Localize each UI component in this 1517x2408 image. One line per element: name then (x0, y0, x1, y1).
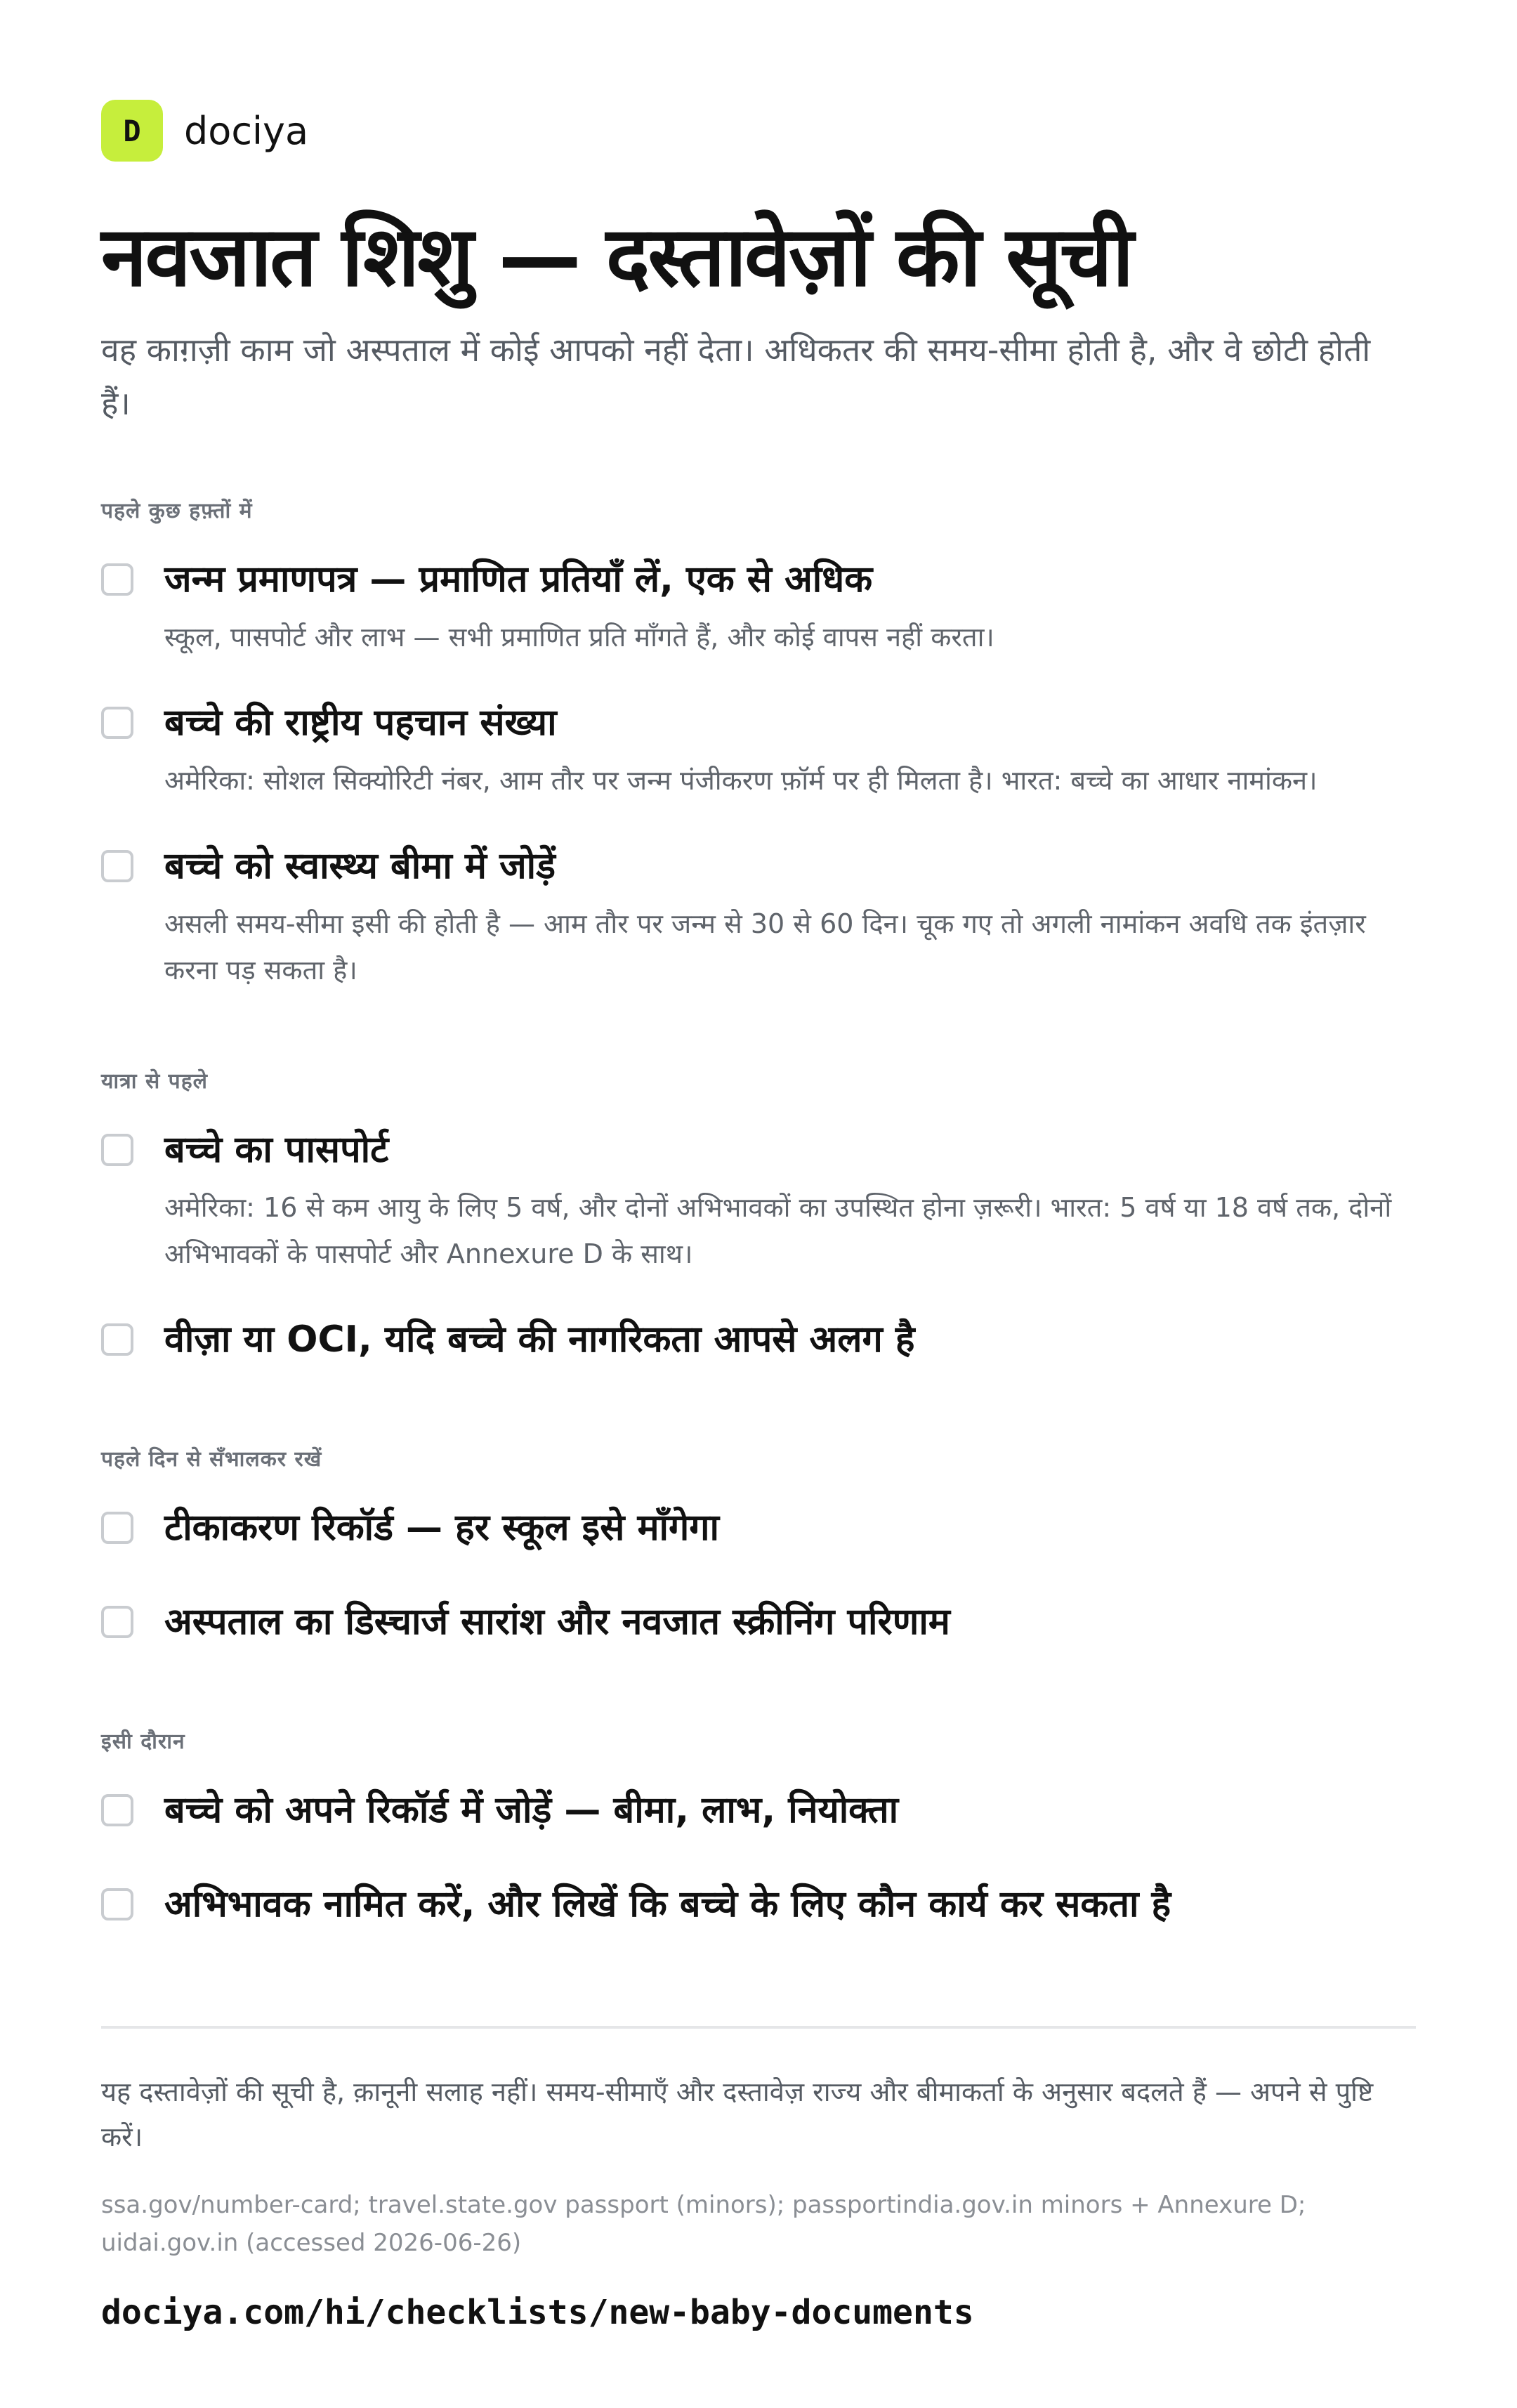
checkbox[interactable] (101, 1794, 133, 1826)
item-title: टीकाकरण रिकॉर्ड — हर स्कूल इसे माँगेगा (164, 1507, 720, 1549)
sources-text: ssa.gov/number-card; travel.state.gov passport (minors); passportindia.gov.in minors + Annexure D; uidai.gov.in (accessed 2026-06-26) (101, 2191, 1306, 2257)
section-first-weeks (101, 496, 1416, 993)
checklist (101, 1779, 1416, 1936)
checklist-item-guardian (101, 1873, 1416, 1936)
page-title: नवजात शिशु — दस्तावेज़ों की सूची (101, 208, 1132, 305)
intro-text: वह काग़ज़ी काम जो अस्पताल में कोई आपको नहीं देता। अधिकतर की समय-सीमा होती है, और वे छोटी होती हैं। (101, 331, 1371, 422)
checkbox[interactable] (101, 707, 133, 739)
item-title: वीज़ा या OCI, यदि बच्चे की नागरिकता आपसे अलग है (164, 1318, 915, 1361)
checkbox[interactable] (101, 1512, 133, 1544)
item-title: जन्म प्रमाणपत्र — प्रमाणित प्रतियाँ लें, एक से अधिक (164, 558, 873, 601)
brand-name[interactable]: dociya (184, 108, 309, 153)
item-title: बच्चे को स्वास्थ्य बीमा में जोड़ें (164, 845, 556, 887)
checklist-item-visa-oci (101, 1308, 1416, 1371)
checklist-item-add-to-records (101, 1779, 1416, 1842)
checkbox[interactable] (101, 850, 133, 882)
section-keep-from-day-one (101, 1444, 1416, 1654)
checklist (101, 548, 1416, 993)
checklist (101, 1496, 1416, 1654)
section-label: पहले दिन से सँभालकर रखें (101, 1447, 322, 1472)
checkbox[interactable] (101, 563, 133, 596)
item-title: अस्पताल का डिस्चार्ज सारांश और नवजात स्क्रीनिंग परिणाम (164, 1601, 950, 1643)
checkbox[interactable] (101, 1888, 133, 1920)
checklist-item-passport (101, 1118, 1416, 1277)
checklist (101, 1118, 1416, 1371)
checkbox[interactable] (101, 1323, 133, 1356)
section-label: इसी दौरान (101, 1729, 185, 1754)
section-before-travel (101, 1066, 1416, 1371)
item-description: स्कूल, पासपोर्ट और लाभ — सभी प्रमाणित प्रति माँगते हैं, और कोई वापस नहीं करता। (164, 622, 994, 653)
checklist-item-discharge-summary (101, 1590, 1416, 1654)
item-description: असली समय-सीमा इसी की होती है — आम तौर पर जन्म से 30 से 60 दिन। चूक गए तो अगली नामांकन अवधि तक इंतज़ार करना पड़ सकता है। (164, 908, 1366, 986)
section-meanwhile (101, 1727, 1416, 1936)
checkbox[interactable] (101, 1134, 133, 1166)
dociya-logo-icon[interactable]: D (101, 100, 163, 162)
checklist-item-birth-certificate (101, 548, 1416, 660)
item-title: बच्चे की राष्ट्रीय पहचान संख्या (164, 702, 557, 744)
item-title: अभिभावक नामित करें, और लिखें कि बच्चे के लिए कौन कार्य कर सकता है (164, 1883, 1171, 1925)
item-title: बच्चे को अपने रिकॉर्ड में जोड़ें — बीमा, लाभ, नियोक्ता (164, 1789, 899, 1831)
footer-url-link[interactable]: dociya.com/hi/checklists/new-baby-documents (101, 2293, 974, 2332)
item-title: बच्चे का पासपोर्ट (164, 1129, 389, 1171)
disclaimer-text: यह दस्तावेज़ों की सूची है, क़ानूनी सलाह नहीं। समय-सीमाएँ और दस्तावेज़ राज्य और बीमाकर्ता के अनुसार बदलते हैं — अपने से पुष्टि करें। (101, 2076, 1374, 2152)
section-label: यात्रा से पहले (101, 1069, 208, 1094)
checkbox[interactable] (101, 1606, 133, 1638)
section-label: पहले कुछ हफ़्तों में (101, 499, 253, 523)
item-description: अमेरिका: सोशल सिक्योरिटी नंबर, आम तौर पर जन्म पंजीकरण फ़ॉर्म पर ही मिलता है। भारत: बच्चे का आधार नामांकन। (164, 765, 1318, 796)
checklist-item-vaccination-record (101, 1496, 1416, 1559)
footer-divider (101, 2026, 1416, 2029)
checklist-item-health-insurance (101, 835, 1416, 993)
brand-header (101, 100, 1416, 162)
item-description: अमेरिका: 16 से कम आयु के लिए 5 वर्ष, और दोनों अभिभावकों का उपस्थित होना ज़रूरी। भारत: 5 वर्ष या 18 वर्ष तक, दोनों अभिभावकों के पासपोर्ट और Annexure D के साथ। (164, 1192, 1392, 1269)
checklist-item-national-id (101, 691, 1416, 804)
